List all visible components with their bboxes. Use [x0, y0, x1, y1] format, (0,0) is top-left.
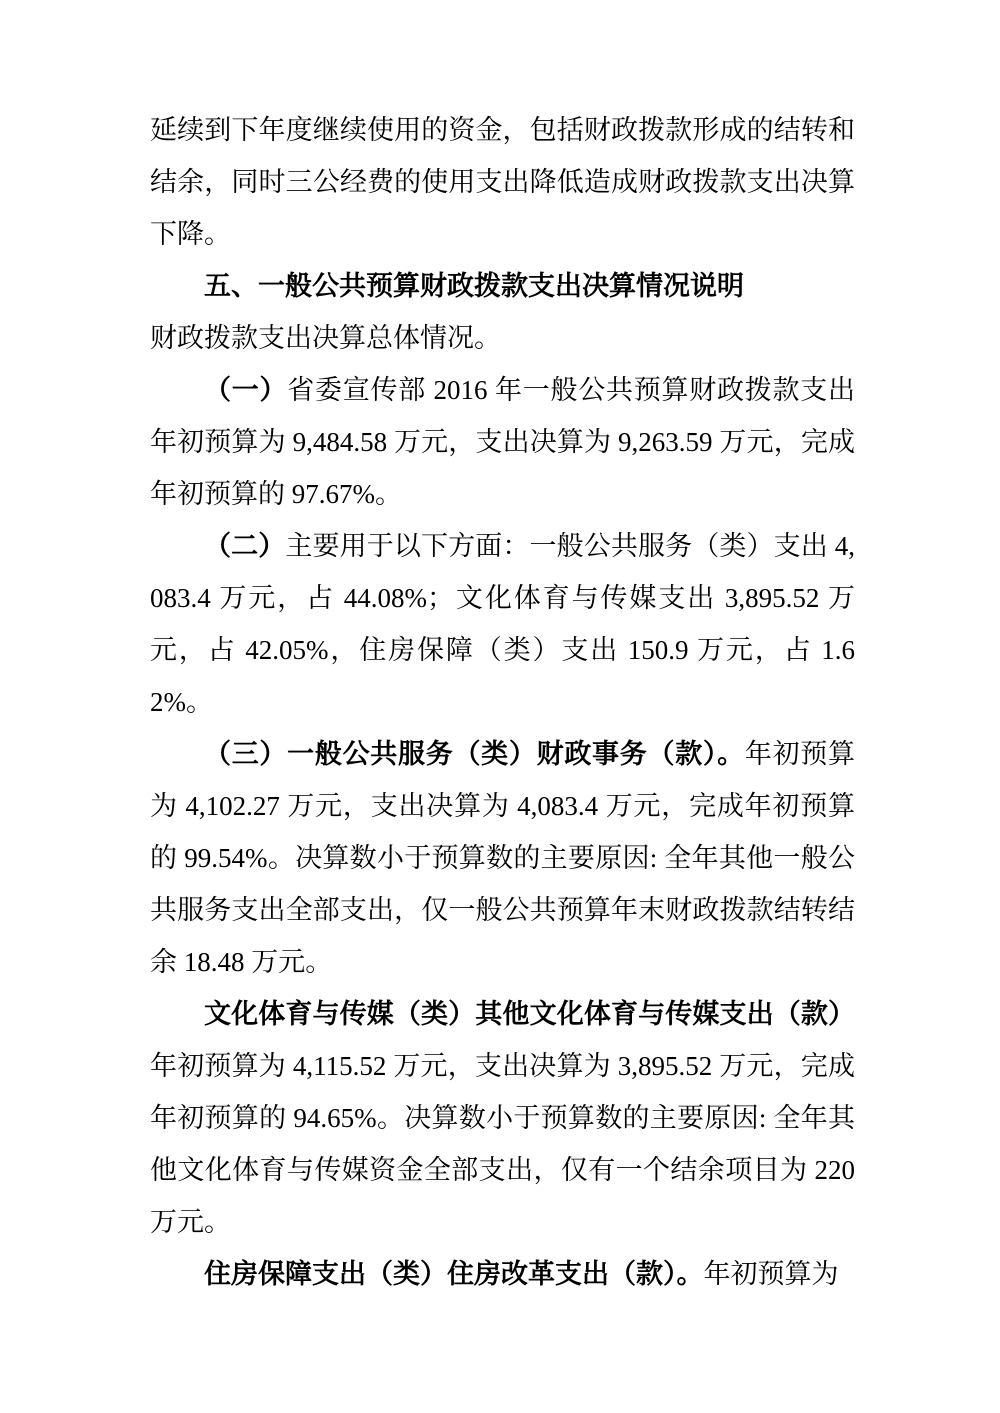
body-text: 财政拨款支出决算总体情况。	[150, 323, 501, 353]
bold-lead-text: （二）	[204, 531, 286, 561]
paragraph-item-1	[150, 364, 855, 520]
bold-lead-text: （一）	[204, 375, 288, 405]
section-heading-text: 五、一般公共预算财政拨款支出决算情况说明	[204, 271, 744, 301]
paragraph-item-3	[150, 728, 855, 988]
paragraph-carryover-funds	[150, 104, 855, 260]
body-text: 年初预算为 4,115.52 万元，支出决算为 3,895.52 万元，完成年初预算的 94.65%。决算数小于预算数的主要原因: 全年其他文化体育与传媒资金全部支出，仅有一个结余项目为 220 万元。	[150, 1051, 855, 1237]
paragraph-culture-sports-media	[150, 988, 855, 1248]
bold-lead-text: 文化体育与传媒（类）其他文化体育与传媒支出（款）	[204, 999, 855, 1029]
body-text: 省委宣传部 2016 年一般公共预算财政拨款支出年初预算为 9,484.58 万元，支出决算为 9,263.59 万元，完成年初预算的 97.67%。	[150, 375, 855, 509]
paragraph-housing-support	[150, 1248, 855, 1300]
document-body	[150, 104, 855, 1300]
body-text: 延续到下年度继续使用的资金，包括财政拨款形成的结转和结余，同时三公经费的使用支出降低造成财政拨款支出决算下降。	[150, 115, 855, 249]
bold-lead-text: （三）一般公共服务（类）财政事务（款）。	[204, 739, 745, 769]
body-text: 年初预算为	[703, 1259, 839, 1289]
bold-lead-text: 住房保障支出（类）住房改革支出（款）。	[204, 1259, 704, 1289]
body-text: 主要用于以下方面：一般公共服务（类）支出 4,083.4 万元，占 44.08%；文化体育与传媒支出 3,895.52 万元，占 42.05%，住房保障（类）支出 150.9 万元，占 1.62%。	[150, 531, 855, 717]
body-text: 年初预算为 4,102.27 万元，支出决算为 4,083.4 万元，完成年初预算的 99.54%。决算数小于预算数的主要原因: 全年其他一般公共服务支出全部支出，仅一般公共预算年末财政拨款结转结余 18.48 万元。	[150, 739, 856, 977]
section-heading-five	[150, 260, 855, 312]
paragraph-item-2	[150, 520, 855, 728]
paragraph-overview	[150, 312, 855, 364]
